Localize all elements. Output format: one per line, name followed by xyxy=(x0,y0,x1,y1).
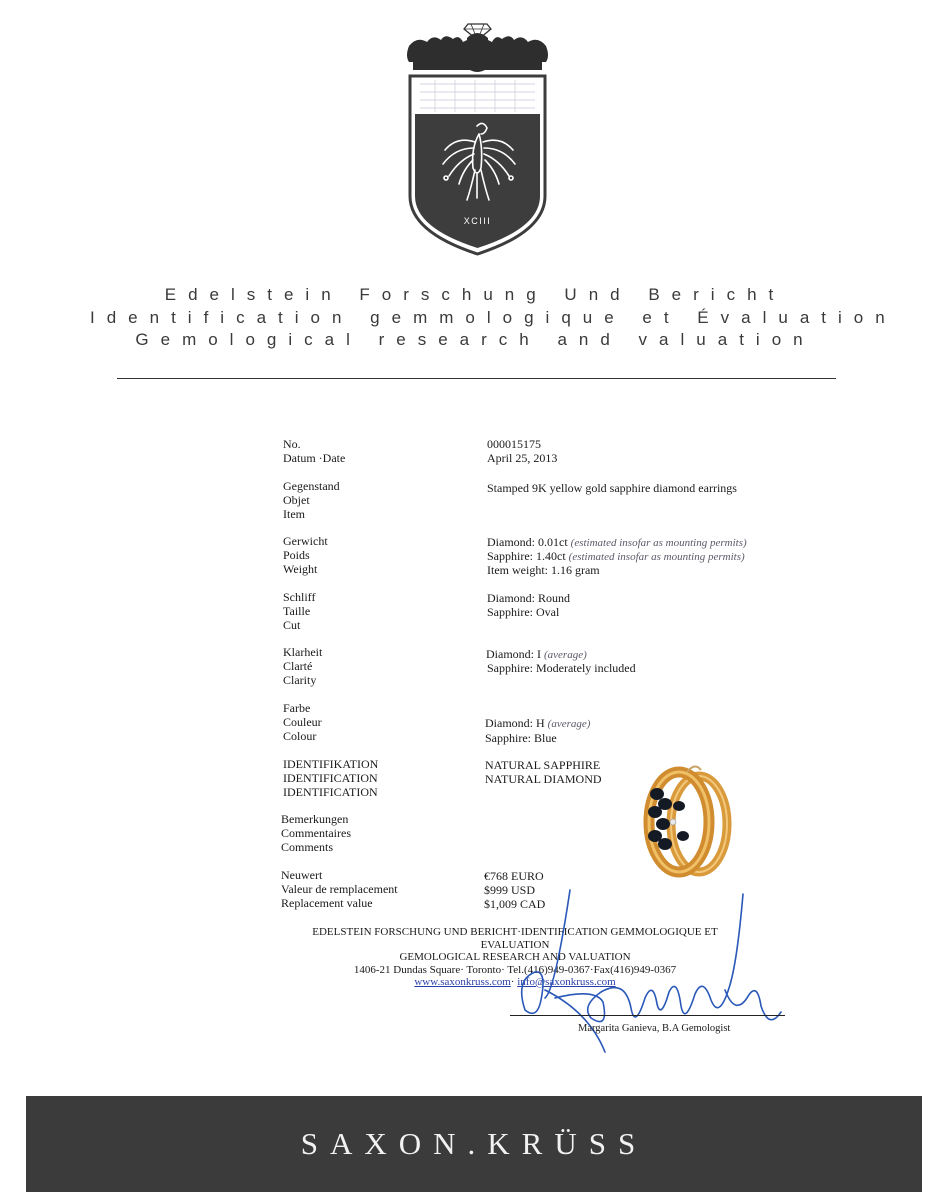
label-neuwert: Neuwert xyxy=(281,868,323,882)
value-diamond-cut: Diamond: Round xyxy=(487,591,570,605)
label-bemerkungen: Bemerkungen xyxy=(281,812,349,826)
value-item: Stamped 9K yellow gold sapphire diamond earrings xyxy=(487,481,737,495)
label-schliff: Schliff xyxy=(283,590,316,604)
value-no: 000015175 xyxy=(487,437,541,451)
label-replacement-value: Replacement value xyxy=(281,896,373,910)
label-clarity: Clarity xyxy=(283,673,317,687)
label-valeur-de-remplacement: Valeur de remplacement xyxy=(281,882,398,896)
label-identification-en: IDENTIFICATION xyxy=(283,785,378,799)
value-diamond-clarity: Diamond: I (average) xyxy=(486,647,587,661)
title-block xyxy=(90,284,897,352)
signature-line xyxy=(510,1015,785,1016)
value-sapphire-cut: Sapphire: Oval xyxy=(487,605,560,619)
value-item-weight: Item weight: 1.16 gram xyxy=(487,563,600,577)
signer-name: Margarita Ganieva, B.A Gemologist xyxy=(578,1023,731,1034)
label-date: Datum ·Date xyxy=(283,451,346,465)
label-clarte: Clarté xyxy=(283,659,313,673)
label-identifikation: IDENTIFIKATION xyxy=(283,757,379,771)
value-sapphire-weight: Sapphire: 1.40ct (estimated insofar as mounting permits) xyxy=(487,549,745,563)
label-gegenstand: Gegenstand xyxy=(283,479,340,493)
value-sapphire-colour: Sapphire: Blue xyxy=(485,731,557,745)
earrings-photo xyxy=(635,760,733,878)
label-poids: Poids xyxy=(283,548,310,562)
email-link[interactable]: info@saxonkruss.com xyxy=(517,976,616,988)
label-objet: Objet xyxy=(283,493,310,507)
value-natural-sapphire: NATURAL SAPPHIRE xyxy=(485,758,601,772)
label-weight: Weight xyxy=(283,562,318,576)
label-identification-fr: IDENTIFICATION xyxy=(283,771,378,785)
label-no: No. xyxy=(283,437,301,451)
value-sapphire-clarity: Sapphire: Moderately included xyxy=(487,661,636,675)
footer-address: 1406-21 Dundas Square· Toronto· Tel.(416)949-0367·Fax(416)949-0367 xyxy=(353,963,677,976)
title-french: Identification gemmologique et Évaluation xyxy=(90,307,897,327)
label-farbe: Farbe xyxy=(283,701,311,715)
value-date: April 25, 2013 xyxy=(487,451,558,465)
label-comments: Comments xyxy=(281,840,334,854)
crest-emblem xyxy=(405,18,550,258)
title-english: Gemological research and valuation xyxy=(135,330,815,349)
crown-ornament xyxy=(407,33,548,72)
header-divider xyxy=(117,378,836,379)
label-commentaires: Commentaires xyxy=(281,826,351,840)
brand-logo: SAXON.KRÜSS xyxy=(300,1126,648,1161)
title-german: Edelstein Forschung Und Bericht xyxy=(164,285,786,304)
value-diamond-weight: Diamond: 0.01ct (estimated insofar as mounting permits) xyxy=(487,535,747,549)
label-gerwicht: Gerwicht xyxy=(283,534,328,548)
label-cut: Cut xyxy=(283,618,301,632)
value-diamond-colour: Diamond: H (average) xyxy=(485,716,591,730)
value-cad: $1,009 CAD xyxy=(484,897,546,911)
label-klarheit: Klarheit xyxy=(283,645,323,659)
footer-line-2: GEMOLOGICAL RESEARCH AND VALUATION xyxy=(399,951,631,963)
value-usd: $999 USD xyxy=(484,883,536,897)
crest-numeral: XCIII xyxy=(463,216,492,226)
brand-band xyxy=(26,1096,922,1192)
label-couleur: Couleur xyxy=(283,715,322,729)
diamond-stone xyxy=(670,819,676,825)
label-item: Item xyxy=(283,507,305,521)
website-link[interactable]: www.saxonkruss.com xyxy=(414,976,511,988)
value-euro: €768 EURO xyxy=(484,869,544,883)
value-natural-diamond: NATURAL DIAMOND xyxy=(485,772,602,786)
footer-line-1: EDELSTEIN FORSCHUNG UND BERICHT·IDENTIFICATION GEMMOLOGIQUE ET EVALUATION xyxy=(312,926,718,951)
footer-links: www.saxonkruss.com· info@saxonkruss.com xyxy=(414,976,616,988)
label-colour: Colour xyxy=(283,729,317,743)
label-taille: Taille xyxy=(283,604,311,618)
